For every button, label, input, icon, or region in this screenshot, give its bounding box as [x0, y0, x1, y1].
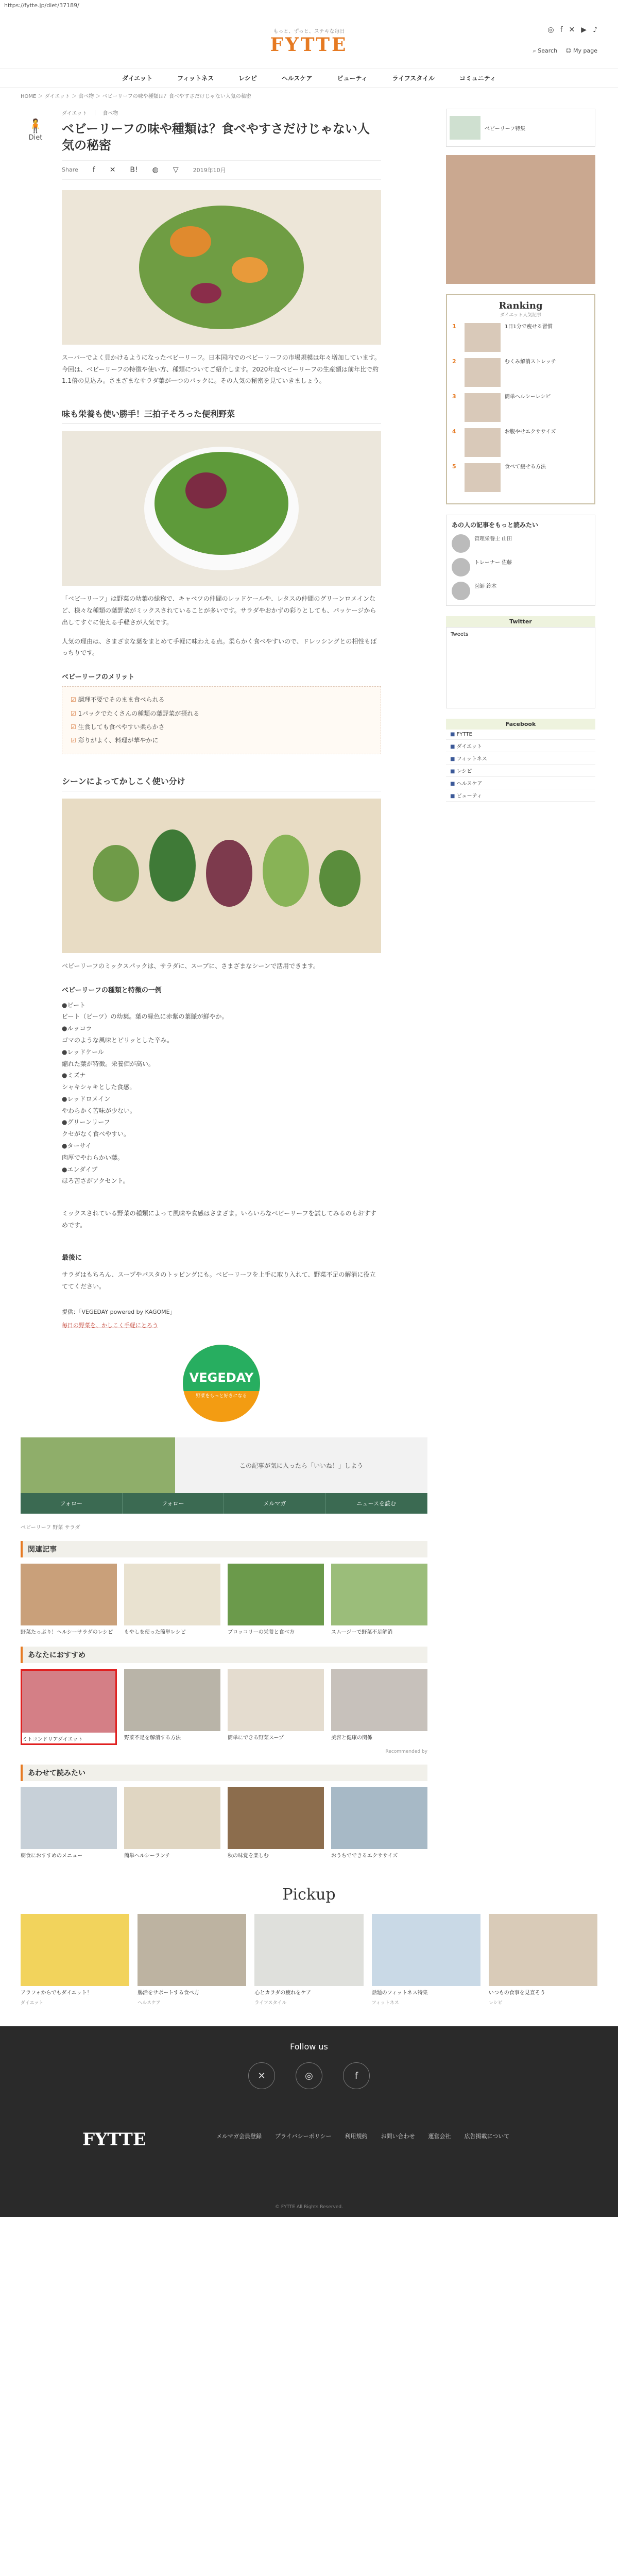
follow-label: フォロー: [162, 1500, 184, 1507]
also-card[interactable]: [21, 1787, 117, 1860]
pickup-category: フィットネス: [371, 2001, 399, 2006]
ranking-item[interactable]: 4 お腹やせエクササイズ: [452, 428, 589, 457]
list-item: ☑ 生食しても食べやすい柔らかさ: [71, 720, 372, 734]
facebook-icon[interactable]: f: [560, 26, 563, 34]
facebook-link[interactable]: ■ FYTTE: [446, 730, 595, 740]
recommend-caption: 野菜不足を解消する方法: [124, 1735, 181, 1741]
like-box-message: この記事が気に入ったら「いいね！」しよう: [239, 1462, 363, 1469]
pickup-card[interactable]: [372, 1914, 480, 2006]
newsletter-button[interactable]: [224, 1493, 326, 1514]
tweets-label: Tweets: [451, 632, 469, 637]
list-item: シャキシャキとした食感。: [62, 1083, 136, 1091]
nav-community[interactable]: コミュニティ: [459, 75, 496, 82]
facebook-link[interactable]: ■ ダイエット: [446, 740, 595, 752]
expert-name: トレーナー 佐藤: [474, 560, 512, 566]
tag-list[interactable]: ベビーリーフ 野菜 サラダ: [21, 1525, 80, 1531]
expert-item[interactable]: [452, 558, 590, 577]
also-caption: おうちでできるエクササイズ: [331, 1853, 398, 1859]
facebook-heading: Facebook: [446, 719, 595, 730]
paragraph-4: ベビーリーフのミックスパックは、サラダに、スープに、さまざまなシーンで活用できます。: [62, 962, 320, 970]
kinds-list: [62, 999, 381, 1188]
sidebar: [446, 104, 595, 1860]
twitter-icon[interactable]: ✕: [248, 2062, 275, 2089]
ranking-box: [446, 294, 595, 504]
news-button[interactable]: [326, 1493, 428, 1514]
section-heading-2: シーンによってかしこく使い分け: [62, 775, 381, 791]
facebook-icon[interactable]: f: [343, 2062, 370, 2089]
recommend-card[interactable]: [331, 1669, 427, 1745]
list-item: ☑ 1パックでたくさんの種類の葉野菜が摂れる: [71, 707, 372, 720]
recommend-heading: あなたにおすすめ: [21, 1647, 427, 1663]
pickup-heading: Pickup: [282, 1886, 336, 1904]
paragraph-2: 「ベビーリーフ」は野菜の幼葉の総称で、キャベツの仲間のレッドケールや、レタスの仲間のグリーンロメインなど、様々な種類の葉野菜がミックスされていることが多いです。サラダやおかずの彩りとしても、パッケージから出してすぐに使える手軽さが人気です。: [62, 595, 376, 626]
sidebar-ad-text: ベビーリーフ特集: [485, 126, 526, 132]
main-nav: [0, 69, 618, 88]
pickup-grid: [0, 1914, 618, 2006]
copyright: © FYTTE All Rights Reserved.: [275, 2205, 343, 2210]
footer-link[interactable]: 広告掲載について: [464, 2133, 510, 2140]
twitter-share-icon[interactable]: ✕: [109, 165, 116, 174]
vegeday-logo[interactable]: [183, 1345, 260, 1422]
facebook-link[interactable]: ■ ビューティ: [446, 789, 595, 802]
reference-link[interactable]: 毎日の野菜を、かしこく手軽にとろう: [62, 1322, 158, 1329]
also-grid: [21, 1787, 427, 1860]
footer-link[interactable]: 運営会社: [428, 2133, 451, 2140]
facebook-link[interactable]: ■ フィットネス: [446, 752, 595, 765]
share-bar: [62, 160, 381, 180]
header-tools: [533, 47, 597, 55]
recommend-card[interactable]: [228, 1669, 324, 1745]
mypage-label: My page: [573, 47, 597, 54]
search-button[interactable]: ⌕ Search: [533, 47, 558, 54]
footer-link[interactable]: 利用規約: [345, 2133, 368, 2140]
pickup-caption: 心とカラダの疲れをケア: [254, 1990, 312, 1996]
follow-bar: [21, 1493, 427, 1514]
line-share-icon[interactable]: ◍: [152, 165, 159, 174]
ranking-item-title: 簡単ヘルシーレシピ: [505, 394, 551, 400]
avatar: [452, 582, 470, 600]
list-item: やわらかく苦味が少ない。: [62, 1107, 136, 1114]
vegeday-logo-sub: 野菜をもっと好きになる: [196, 1394, 247, 1399]
related-heading: 関連記事: [21, 1541, 427, 1557]
also-card[interactable]: [124, 1787, 220, 1860]
footer-social: [0, 2062, 618, 2089]
nav-recipe[interactable]: レシピ: [238, 75, 257, 82]
related-card[interactable]: [21, 1564, 117, 1636]
pickup-category: ダイエット: [21, 2001, 44, 2006]
ranking-subheading: ダイエット人気記事: [500, 313, 542, 318]
recommend-caption: ミトコンドリアダイエット: [22, 1737, 83, 1743]
also-heading: あわせて読みたい: [21, 1765, 427, 1781]
footer-link[interactable]: プライバシーポリシー: [275, 2133, 332, 2140]
avatar: [452, 558, 470, 577]
site-logo[interactable]: FYTTE: [270, 34, 348, 56]
footer-link[interactable]: メルマガ会員登録: [216, 2133, 262, 2140]
pickup-card[interactable]: [138, 1914, 246, 2006]
list-item: ☑ 調理不要でそのまま食べられる: [71, 693, 372, 706]
paragraph-5: ミックスされている野菜の種類によって風味や食感はさまざま。いろいろなベビーリーフを試してみるのもおすすめです。: [62, 1210, 376, 1229]
ranking-item-title: お腹やせエクササイズ: [505, 429, 556, 435]
pickup-card[interactable]: [21, 1914, 129, 2006]
like-box: [21, 1437, 427, 1493]
list-item: クセがなく食べやすい。: [62, 1130, 130, 1138]
expert-item[interactable]: [452, 534, 590, 553]
footer-link[interactable]: お問い合わせ: [381, 2133, 415, 2140]
list-item: 肉厚でやわらかい葉。: [62, 1154, 124, 1161]
recommend-card[interactable]: [124, 1669, 220, 1745]
ranking-item[interactable]: 1 1日1分で痩せる習慣: [452, 323, 589, 352]
related-card[interactable]: [124, 1564, 220, 1636]
related-caption: ブロッコリーの栄養と食べ方: [228, 1630, 295, 1636]
nav-lifestyle[interactable]: ライフスタイル: [392, 75, 435, 82]
article-title: ベビーリーフの味や種類は？食べやすさだけじゃない人気の秘密: [62, 122, 370, 153]
tagline: もっと、ずっと、ステキな毎日: [273, 29, 345, 35]
list-item: ●エンダイブ: [62, 1165, 98, 1173]
related-card[interactable]: [331, 1564, 427, 1636]
tiktok-icon[interactable]: ♪: [593, 26, 597, 34]
footer-links: [216, 2132, 551, 2140]
list-item: ●ビート: [62, 1001, 85, 1009]
section-heading-1: 味も栄養も使い勝手！三拍子そろった便利野菜: [62, 408, 381, 424]
facebook-share-icon[interactable]: f: [92, 165, 95, 174]
also-caption: 朝食におすすめのメニュー: [21, 1853, 83, 1859]
kinds-heading: ベビーリーフの種類と特徴の一例: [62, 986, 162, 994]
sidebar-banner[interactable]: [446, 155, 595, 284]
mypage-button[interactable]: ☺ My page: [565, 47, 597, 54]
expert-name: 管理栄養士 山田: [474, 536, 512, 542]
twitter-heading: Twitter: [446, 616, 595, 627]
social-links: [547, 26, 597, 34]
category-badge-label: Diet: [28, 134, 43, 142]
paragraph-6: サラダはもちろん、スープやパスタのトッピングにも。ベビーリーフを上手に取り入れて、野菜不足の解消に役立ててください。: [62, 1270, 376, 1290]
article: [62, 109, 381, 1422]
related-caption: スムージーで野菜不足解消: [331, 1630, 393, 1636]
youtube-icon[interactable]: ▶: [581, 26, 587, 34]
recommend-caption: 美容と健康の関係: [331, 1735, 372, 1741]
ranking-item-title: むくみ解消ストレッチ: [505, 359, 556, 365]
list-item: ●レッドロメイン: [62, 1095, 111, 1103]
main-column: [21, 104, 427, 1860]
pickup-caption: 腸活をサポートする食べ方: [138, 1990, 199, 1996]
follow-label: フォロー: [60, 1500, 82, 1507]
pickup-category: ライフスタイル: [254, 2001, 287, 2006]
conclusion-heading: 最後に: [62, 1253, 82, 1262]
nav-fitness[interactable]: フィットネス: [177, 75, 214, 82]
nav-healthcare[interactable]: ヘルスケア: [281, 75, 313, 82]
list-item: ●レッドケール: [62, 1048, 104, 1056]
recommend-caption: 簡単にできる野菜スープ: [228, 1735, 284, 1741]
twitter-icon[interactable]: ✕: [569, 26, 575, 34]
twitter-timeline[interactable]: [446, 627, 595, 708]
recommend-card[interactable]: [21, 1669, 117, 1745]
ranking-item[interactable]: 2 むくみ解消ストレッチ: [452, 358, 589, 387]
pickup-caption: アラフォからでもダイエット！: [21, 1990, 92, 1996]
list-item: 縮れた葉が特徴。栄養価が高い。: [62, 1060, 155, 1067]
also-card[interactable]: [331, 1787, 427, 1860]
like-box-image: [21, 1437, 175, 1493]
list-item: ●ルッコラ: [62, 1025, 92, 1032]
also-caption: 秋の味覚を楽しむ: [228, 1853, 269, 1859]
follow-us-heading: Follow us: [290, 2042, 328, 2052]
pickup-caption: いつもの食事を見直そう: [488, 1990, 545, 1996]
search-label: Search: [538, 47, 558, 54]
sidebar-ad[interactable]: [446, 109, 595, 147]
ranking-item-title: 1日1分で痩せる習慣: [505, 324, 553, 330]
experts-heading: あの人の記事をもっと読みたい: [452, 521, 539, 529]
ranking-heading: Ranking: [499, 300, 543, 311]
follow-facebook-button[interactable]: [21, 1493, 123, 1514]
recommend-grid: [21, 1669, 427, 1745]
list-item: ビート（ビーツ）の幼葉。葉の緑色に赤紫の葉脈が鮮やか。: [62, 1013, 228, 1021]
ranking-item[interactable]: 5 食べて痩せる方法: [452, 463, 589, 492]
ranking-item[interactable]: 3 簡単ヘルシーレシピ: [452, 393, 589, 422]
instagram-icon[interactable]: ◎: [296, 2062, 322, 2089]
hatena-share-icon[interactable]: B!: [130, 165, 138, 174]
leaves-image: [62, 799, 381, 953]
facebook-link[interactable]: ■ ヘルスケア: [446, 777, 595, 789]
follow-twitter-button[interactable]: [123, 1493, 225, 1514]
avatar: [452, 534, 470, 553]
nav-beauty[interactable]: ビューティ: [337, 75, 368, 82]
intro-paragraph: スーパーでよく見かけるようになったベビーリーフ。日本国内でのベビーリーフの市場規模は年々増加しています。今回は、ベビーリーフの特徴や使い方、種類についてご紹介します。2020年度ベビーリーフの生産額は前年比で約1.1倍の見込み。さまざまなサラダ葉が一つのパックに。その人気の秘密を見ていきましょう。: [62, 353, 381, 385]
also-card[interactable]: [228, 1787, 324, 1860]
pickup-category: レシピ: [488, 2001, 503, 2006]
list-item: ☑ 彩りがよく、料理が華やかに: [71, 734, 372, 747]
instagram-icon[interactable]: ◎: [547, 26, 554, 34]
news-label: ニュースを読む: [356, 1500, 396, 1507]
related-grid: [21, 1564, 427, 1636]
site-footer: [0, 2026, 618, 2217]
experts-box: [446, 515, 595, 606]
article-category: ダイエット ｜ 食べ物: [62, 111, 118, 116]
pickup-card[interactable]: [489, 1914, 597, 2006]
breadcrumb: HOME ＞ ダイエット ＞ 食べ物 ＞ ベビーリーフの味や種類は？食べやすさだけじゃない人気の秘密: [21, 94, 251, 99]
nav-diet[interactable]: ダイエット: [122, 75, 153, 82]
expert-item[interactable]: [452, 582, 590, 600]
site-header: [0, 11, 618, 69]
list-item: ●ターサイ: [62, 1142, 92, 1150]
vegeday-logo-text: VEGEDAY: [189, 1370, 254, 1385]
hero-image: [62, 190, 381, 345]
source-credit: 提供：「VEGEDAY powered by KAGOME」: [62, 1309, 176, 1316]
ranking-item-title: 食べて痩せる方法: [505, 464, 546, 470]
list-item: ●グリーンリーフ: [62, 1118, 110, 1126]
person-icon: 🧍: [27, 118, 44, 134]
category-badge: [21, 118, 50, 142]
footer-logo[interactable]: FYTTE: [82, 2129, 146, 2150]
list-item: ほろ苦さがアクセント。: [62, 1177, 129, 1185]
related-caption: 野菜たっぷり！ヘルシーサラダのレシピ: [21, 1630, 113, 1636]
url-bar: https://fytte.jp/diet/37189/: [4, 2, 79, 9]
paragraph-3: 人気の理由は、さまざまな葉をまとめて手軽に味わえる点。柔らかく食べやすいので、ドレッシングとの相性もばっちりです。: [62, 637, 377, 657]
recommend-note: Recommended by: [385, 1749, 427, 1755]
related-caption: もやしを使った簡単レシピ: [124, 1630, 186, 1636]
bowl-image: [62, 431, 381, 586]
facebook-link[interactable]: ■ レシピ: [446, 765, 595, 777]
pickup-caption: 話題のフィットネス特集: [371, 1990, 428, 1996]
related-card[interactable]: [228, 1564, 324, 1636]
list-item: ●ミズナ: [62, 1072, 86, 1079]
pickup-card[interactable]: [254, 1914, 363, 2006]
expert-name: 医師 鈴木: [474, 584, 497, 589]
article-date: 2019年10月: [193, 166, 226, 174]
merit-list: [62, 686, 381, 754]
pocket-share-icon[interactable]: ▽: [173, 165, 179, 174]
pickup-category: ヘルスケア: [138, 2001, 161, 2006]
newsletter-label: メルマガ: [263, 1500, 286, 1507]
also-caption: 簡単ヘルシーランチ: [124, 1853, 170, 1859]
merit-heading: ベビーリーフのメリット: [62, 673, 135, 682]
list-item: ゴマのような風味とピリッとした辛み。: [62, 1036, 174, 1044]
share-label: Share: [62, 166, 78, 174]
facebook-list: [446, 730, 595, 802]
